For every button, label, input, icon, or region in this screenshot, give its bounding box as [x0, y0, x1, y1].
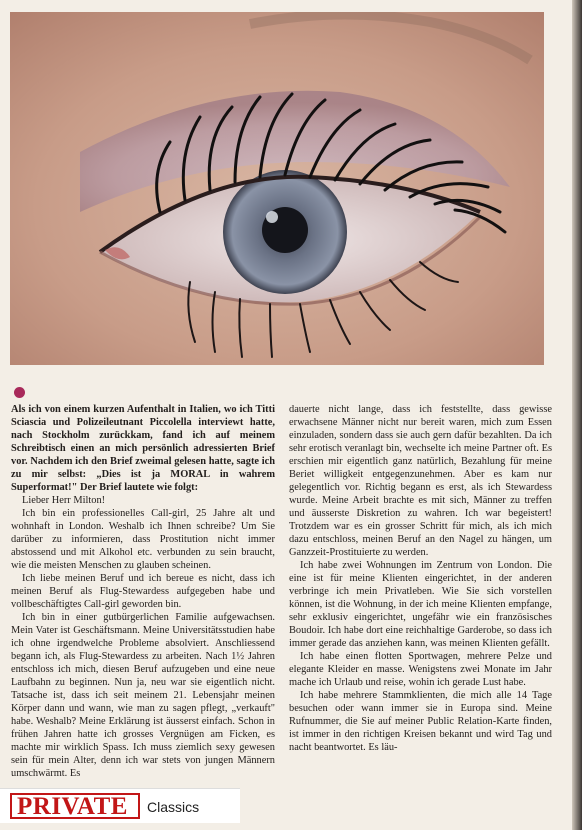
article-paragraph: Ich bin ein professionelles Call-girl, 25 Jahre alt und wohnhaft in London. Weshalb ich Ihnen schreibe? Um Sie darüber zu informieren, dass Prostitution nicht immer abstossend und mit Alkohol etc. verbunden zu sein braucht, wie die meisten Menschen zu glauben scheinen. — [11, 508, 275, 571]
article-paragraph: Ich habe zwei Wohnungen im Zentrum von London. Die eine ist für meine Klienten eingerichtet, in der anderen verbringe ich mein Privatleben. Wie Sie sich vorstellen können, ist die Wohnung, in der ich meine Klienten empfange, sehr exklusiv eingerichtet, ungefähr wie ein französisches Boudoir. Ich habe dort eine reichhaltige Garderobe, so dass ich immer gerade das anziehen kann, was meinen Klienten gefällt. — [289, 560, 552, 649]
article-paragraph: Ich bin in einer gutbürgerlichen Familie aufgewachsen. Mein Vater ist Geschäftsmann. Meine Universitätsstudien habe ich ohne irgendwelche Probleme absolviert. Anschliessend begann ich, als Flug-Stewardess zu arbeiten. Nach 1½ Jahren entschloss ich mich, diesen Beruf aufzugeben und eine neue Laufbahn zu beginnen. Nun ja, neu war sie eigentlich nicht. Tatsache ist, dass ich seit meinem 21. Lebensjahr meinen Körper dann und wann, wie man zu sagen pflegt, „verkauft" habe. Weshalb? Meine Erklärung ist äusserst einfach. Schon in frühen Jahren hatte ich grosses Vergnügen am Ficken, es machte mir wirklich Spass. Ich muss ziemlich sexy gewesen sein für mein Alter, denn ich war stets von jungen Männern umschwärmt. Es — [11, 612, 275, 779]
article-column-1 — [11, 403, 275, 780]
article-lead: Als ich von einem kurzen Aufenthalt in Italien, wo ich Titti Sciascia und Polizeileutnant Piccolella interviewt hatte, nach Stockholm zurückkam, fand ich auf meinem Schreibtisch einen an mich persönlich adressierten Brief vor. Nachdem ich den Brief zweimal gelesen hatte, sagte ich zu mir selbst: „Dies ist ja MORAL in wahrem Superformat!" Der Brief lautete wie folgt: — [11, 404, 275, 493]
article-salutation: Lieber Herr Milton! — [22, 495, 106, 506]
article-paragraph: dauerte nicht lange, dass ich feststellte, dass gewisse erwachsene Männer nicht nur bereit waren, mich zum Essen einzuladen, sondern dass sie auch gern dafür bezahlten. Da ich sehr erotisch veranlagt bin, wechselte ich meine Partner oft. Es erschien mir eigentlich ganz natürlich, Bezahlung für meine Beriet willigkeit entgegenzunehmen. Aber es kam nur gelegentlich vor. Richtig begann es erst, als ich Stewardess wurde. Meine Arbeit brachte es mit sich, Männer zu treffen und äusserste Diskretion zu wahren. Ich war begeistert! Trotzdem war es ein grosser Schritt für mich, als ich mich dazu entschloss, meinen Beruf an den Nagel zu hängen, um Ganzzeit-Prostituierte zu werden. — [289, 404, 552, 558]
page-edge — [572, 0, 582, 830]
eye-closeup-image — [10, 12, 544, 365]
eye-photo — [10, 12, 544, 365]
brand-name: PRIVATE — [17, 793, 128, 820]
article-paragraph: Ich habe einen flotten Sportwagen, mehrere Pelze und elegante Kleider en masse. Wenigstens zwei Monate im Jahr mache ich Urlaub und reise, wohin ich gerade Lust habe. — [289, 651, 552, 688]
article-paragraph: Ich habe mehrere Stammklienten, die mich alle 14 Tage besuchen oder wann immer sie in Europa sind. Meine Rufnummer, die Sie auf meiner Public Relation-Karte finden, ist immer in den richtigen Kreisen bekannt und wird Tag und nacht beantwortet. Es läu- — [289, 690, 552, 753]
brand-watermark — [0, 788, 240, 823]
brand-subtitle: Classics — [147, 799, 200, 815]
article-column-2 — [289, 403, 552, 754]
section-bullet — [14, 387, 25, 398]
article-paragraph: Ich liebe meinen Beruf und ich bereue es nicht, dass ich meinen Beruf als Flug-Stewardess aufgegeben habe und vollbeschäftigtes Call-girl geworden bin. — [11, 573, 275, 610]
